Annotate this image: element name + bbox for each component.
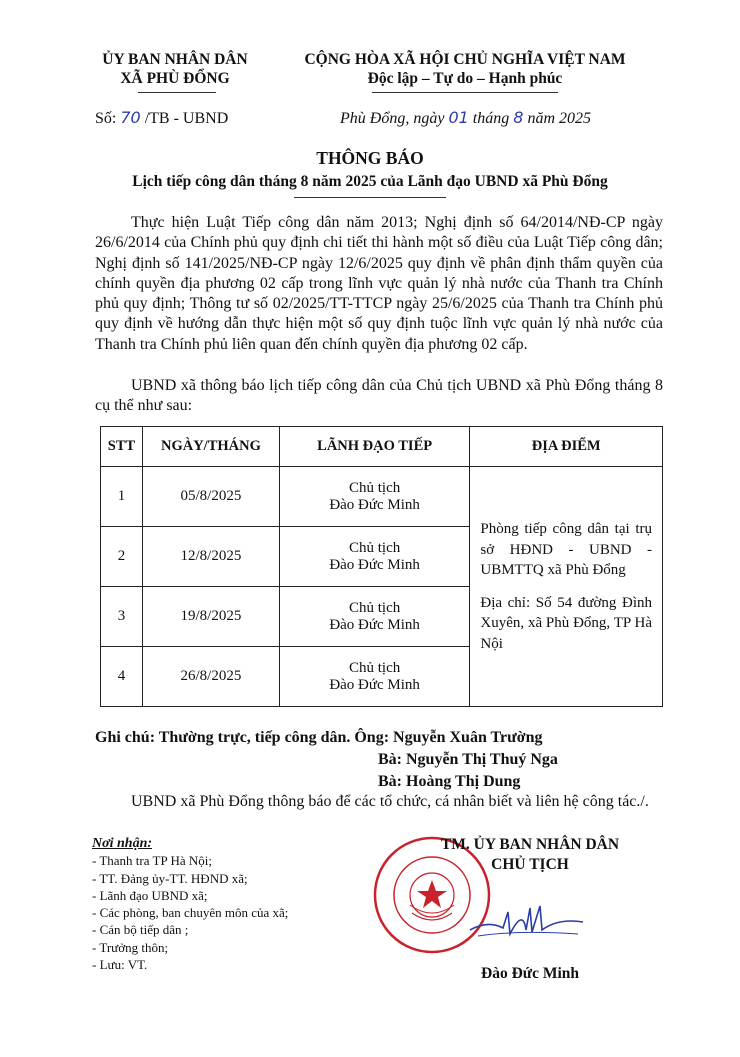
number-prefix: Số: (95, 110, 117, 127)
recipients-title: Nơi nhận: (92, 836, 153, 851)
nation-title: CỘNG HÒA XÃ HỘI CHỦ NGHĨA VIỆT NAM (304, 51, 626, 68)
recipient-item: - Lãnh đạo UBND xã; (92, 887, 208, 903)
motto: Độc lập – Tự do – Hạnh phúc (367, 70, 563, 87)
header-date: NGÀY/THÁNG (142, 427, 279, 467)
date-place: Phù Đổng, ngày (340, 110, 445, 127)
document-date (340, 108, 591, 128)
place-office: Phòng tiếp công dân tại trụ sở HĐND - UBND - UBMTTQ xã Phù Đổng (480, 521, 652, 578)
cell-leader (279, 467, 469, 527)
leader-role: Chủ tịch (349, 599, 401, 616)
leader-name: Đào Đức Minh (329, 556, 420, 573)
cell-stt: 3 (101, 587, 143, 647)
date-day: 01 (448, 108, 469, 127)
signer-name: Đào Đức Minh (481, 965, 579, 982)
header-place: ĐỊA ĐIỂM (470, 427, 663, 467)
place-address: Địa chỉ: Số 54 đường Đình Xuyên, xã Phù Đổng, TP Hà Nội (480, 594, 652, 652)
cell-date: 19/8/2025 (142, 587, 279, 647)
org-name-line2: XÃ PHÙ ĐỔNG (120, 70, 230, 87)
national-header (285, 50, 645, 88)
cell-date: 26/8/2025 (142, 647, 279, 707)
date-month-label: tháng (472, 110, 510, 127)
leader-role: Chủ tịch (349, 659, 401, 676)
issuing-organization (60, 50, 290, 88)
org-underline (138, 92, 216, 93)
duty-note (95, 727, 558, 793)
schedule-table (100, 426, 663, 707)
cell-stt: 4 (101, 647, 143, 707)
org-name-line1: ỦY BAN NHÂN DÂN (102, 51, 248, 68)
document-number (95, 108, 228, 128)
leader-role: Chủ tịch (349, 539, 401, 556)
header-stt: STT (101, 427, 143, 467)
signer-title: CHỦ TỊCH (491, 856, 569, 873)
number-handwritten: 70 (120, 108, 141, 127)
recipients-block (92, 835, 288, 973)
note-line2: Bà: Nguyễn Thị Thuý Nga (378, 751, 558, 768)
handwritten-signature (468, 900, 588, 950)
table-header-row (101, 427, 663, 467)
cell-leader (279, 647, 469, 707)
date-month: 8 (513, 108, 524, 127)
recipient-item: - Lưu: VT. (92, 957, 148, 973)
recipient-item: - Trưởng thôn; (92, 939, 169, 955)
cell-place (470, 467, 663, 707)
cell-leader (279, 527, 469, 587)
cell-date: 05/8/2025 (142, 467, 279, 527)
date-year: năm 2025 (527, 110, 591, 127)
cell-date: 12/8/2025 (142, 527, 279, 587)
cell-leader (279, 587, 469, 647)
leader-name: Đào Đức Minh (329, 496, 420, 513)
signature-block (400, 835, 660, 875)
header-leader: LÃNH ĐẠO TIẾP (279, 427, 469, 467)
recipient-item: - Cán bộ tiếp dân ; (92, 922, 189, 938)
table-row (101, 467, 663, 527)
motto-underline (372, 92, 558, 93)
signer-organization: TM. ỦY BAN NHÂN DÂN (440, 836, 620, 853)
leader-name: Đào Đức Minh (329, 616, 420, 633)
cell-stt: 1 (101, 467, 143, 527)
leader-role: Chủ tịch (349, 479, 401, 496)
document-title: THÔNG BÁO (316, 148, 424, 168)
legal-basis-paragraph: Thực hiện Luật Tiếp công dân năm 2013; Nghị định số 64/2014/NĐ-CP ngày 26/6/2014 của Chính phủ quy định chi tiết thi hành một số điều của Luật Tiếp công dân; Nghị định số 141/2025/NĐ-CP ngày 12/6/2025 quy định về phân định thẩm quyền của chính quyền địa phương 02 cấp trong lĩnh vực quản lý nhà nước của Thanh tra Chính phủ quy định; Thông tư số 02/2025/TT-TTCP ngày 25/6/2025 của Thanh tra Chính phủ quy định về hướng dẫn thực hiện một số quy định tuộc lĩnh vực quản lý nhà nước của Thanh tra Chính phủ liên quan đến chính quyền địa phương 02 cấp. (95, 214, 663, 353)
recipient-item: - Thanh tra TP Hà Nội; (92, 853, 212, 869)
closing-paragraph: UBND xã Phù Đổng thông báo để các tổ chức, cá nhân biết và liên hệ công tác./. (131, 793, 649, 810)
intro-paragraph: UBND xã thông báo lịch tiếp công dân của Chủ tịch UBND xã Phù Đổng tháng 8 cụ thể như sau: (95, 377, 663, 415)
leader-name: Đào Đức Minh (329, 676, 420, 693)
recipient-item: - Các phòng, ban chuyên môn của xã; (92, 905, 289, 921)
note-line1: Ghi chú: Thường trực, tiếp công dân. Ông: Nguyễn Xuân Trường (95, 729, 543, 746)
recipient-item: - TT. Đảng ủy-TT. HĐND xã; (92, 870, 248, 886)
document-subtitle: Lịch tiếp công dân tháng 8 năm 2025 của Lãnh đạo UBND xã Phù Đổng (132, 173, 608, 190)
cell-stt: 2 (101, 527, 143, 587)
note-line3: Bà: Hoàng Thị Dung (378, 773, 521, 790)
number-suffix: /TB - UBND (144, 110, 229, 127)
subtitle-underline (294, 197, 446, 198)
